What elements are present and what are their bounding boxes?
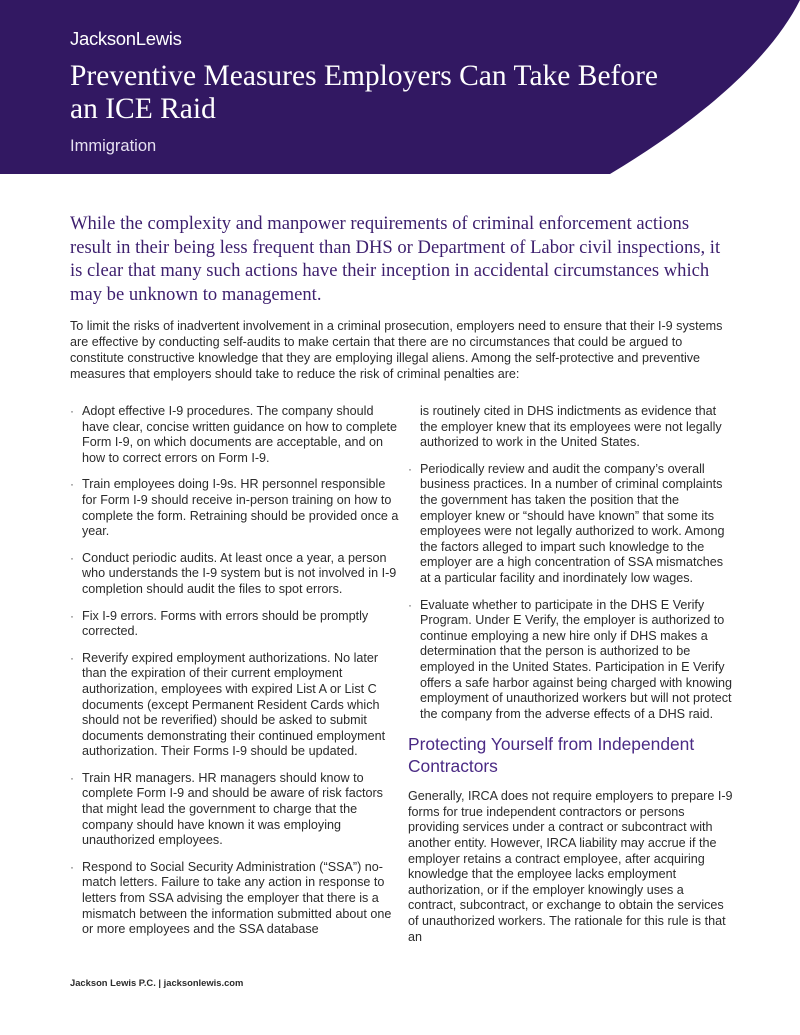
left-bullet-list bbox=[70, 404, 400, 938]
section-heading: Protecting Yourself from Independent Contractors bbox=[408, 734, 695, 776]
right-bullet-list bbox=[408, 462, 733, 723]
left-column bbox=[70, 404, 400, 949]
bullet-icon: · bbox=[408, 597, 412, 612]
list-item: · Reverify expired employment authorizations. No later than the expiration of their current employment authorization, employees with expired List A or List C documents (except Permanent Resident Cards which should not be reverified) should be asked to submit documents demonstrating their continued employment authorization. Their Forms I-9 should be updated. bbox=[70, 650, 386, 759]
bullet-icon: · bbox=[70, 770, 74, 785]
list-item: · Conduct periodic audits. At least once a year, a person who understands the I-9 system but is not involved in I-9 completion should audit the files to spot errors. bbox=[70, 550, 397, 596]
list-item: · Evaluate whether to participate in the DHS E Verify Program. Under E Verify, the employer is authorized to continue employing a new hire only if DHS makes a determination that the person is authorized to be employed in the United States. Participation in E Verify offers a safe harbor against being charged with knowing employment of unauthorized workers but will not protect the company from the adverse effects of a DHS raid. bbox=[408, 597, 733, 721]
page-title: Preventive Measures Employers Can Take Before an ICE Raid bbox=[70, 60, 659, 125]
category-label: Immigration bbox=[70, 137, 157, 155]
right-column bbox=[408, 404, 733, 945]
bullet-icon: · bbox=[70, 608, 74, 623]
bullet-icon: · bbox=[70, 650, 74, 665]
list-item: · Periodically review and audit the company’s overall business practices. In a number of criminal complaints the government has taken the position that the employer knew or “should have known” that some its employees were not legally authorized to work. Among the factors alleged to impart such knowledge to the employer are a high concentration of SSA mismatches at a particular facility and inordinately low wages. bbox=[408, 461, 725, 585]
brand-logo: JacksonLewis bbox=[70, 28, 182, 49]
bullet-icon: · bbox=[70, 859, 74, 874]
bullet-icon: · bbox=[70, 550, 74, 565]
list-item: · Fix I-9 errors. Forms with errors should be promptly corrected. bbox=[70, 608, 369, 639]
bullet-icon: · bbox=[408, 461, 412, 476]
list-item: · Adopt effective I-9 procedures. The company should have clear, concise written guidance on how to complete Form I-9, on which documents are acceptable, and on how to correct errors on Form I-9. bbox=[70, 404, 398, 465]
lead-paragraph: While the complexity and manpower requirements of criminal enforcement actions result in their being less frequent than DHS or Department of Labor civil inspections, it is clear that many such actions have their inception in accidental circumstances which may be unknown to management. bbox=[70, 213, 721, 305]
list-item: · Train HR managers. HR managers should know to complete Form I-9 and should be aware of risk factors that might lead the government to charge that the company should have known it was employing unauthorized employees. bbox=[70, 770, 383, 848]
bullet-icon: · bbox=[70, 404, 74, 418]
footer-text: Jackson Lewis P.C. | jacksonlewis.com bbox=[70, 977, 244, 988]
list-item-continuation: is routinely cited in DHS indictments as evidence that the employer knew that its employees were not legally authorized to work in the United States. bbox=[420, 404, 722, 450]
intro-paragraph: To limit the risks of inadvertent involvement in a criminal prosecution, employers need to ensure that their I-9 systems are effective by conducting self-audits to make certain that there are no circumstances that could be argued to constitute constructive knowledge that they are employing illegal aliens. Among the self-protective and preventive measures that employers should take to reduce the risk of criminal penalties are: bbox=[70, 319, 723, 382]
header-banner bbox=[0, 0, 800, 174]
list-item: · Respond to Social Security Administration (“SSA”) no-match letters. Failure to take any action in response to letters from SSA advising the employer that there is a mismatch between the information submitted about one or more employees and the SSA database bbox=[70, 859, 392, 937]
bullet-icon: · bbox=[70, 477, 74, 492]
list-item: · Train employees doing I-9s. HR personnel responsible for Form I-9 should receive in-person training on how to complete the form. Retraining should be provided once a year. bbox=[70, 477, 399, 539]
contractors-paragraph: Generally, IRCA does not require employers to prepare I-9 forms for true independent contractors or persons providing services under a contract or subcontract with another entity. However, IRCA liability may accrue if the employer retains a contract employee, after acquiring knowledge that the employee lacks employment authorization, or if the employer knowingly uses a contract, subcontract, or exchange to obtain the services of unauthorized workers. The rationale for this rule is that an bbox=[408, 789, 733, 944]
